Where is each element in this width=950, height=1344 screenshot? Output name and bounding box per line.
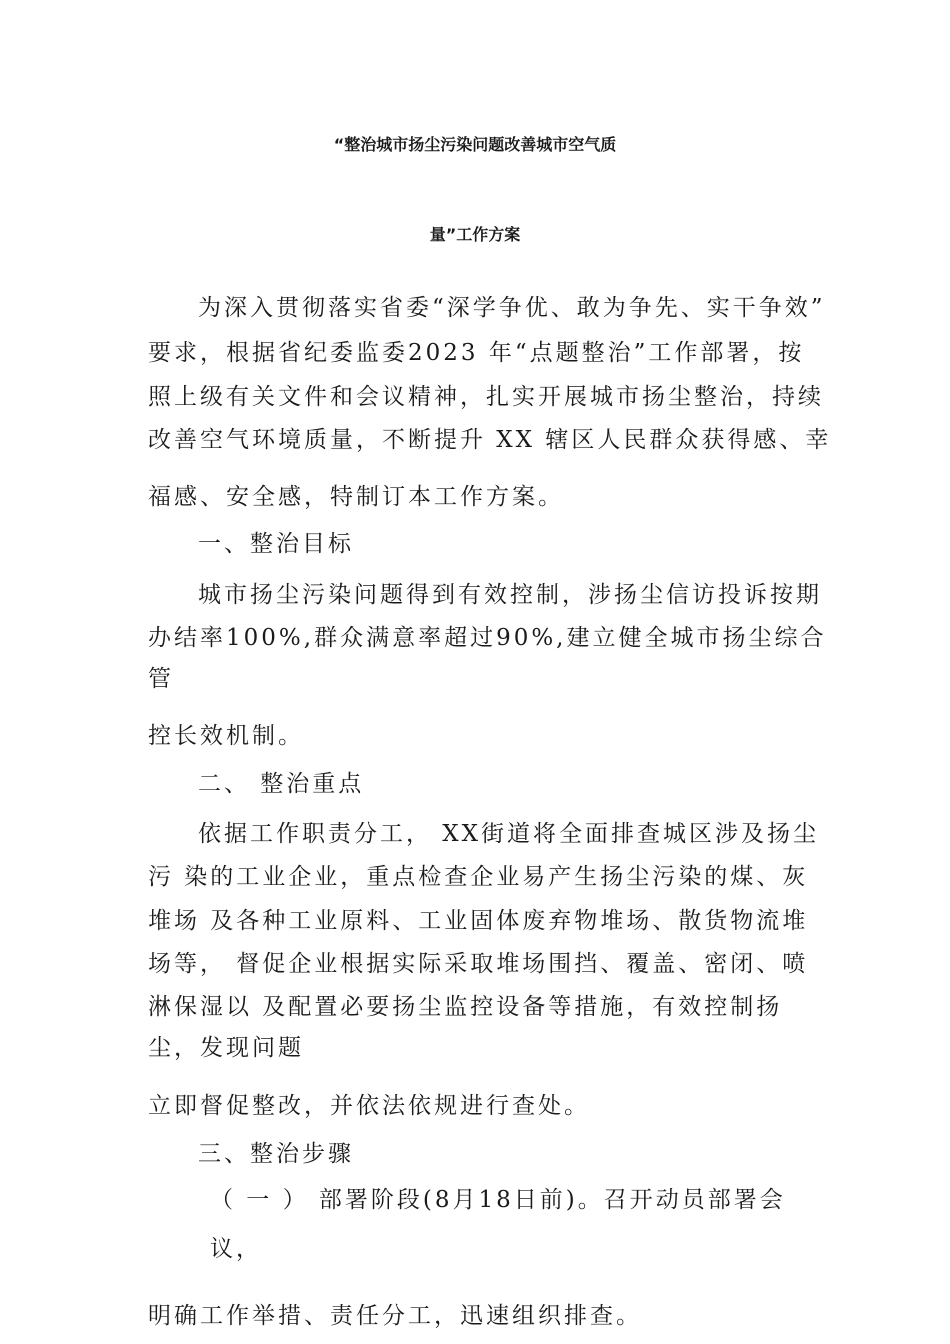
section-3-body-line: 议， [210,1236,262,1262]
section-3-heading: 三、整治步骤 [198,1141,354,1167]
intro-paragraph-line: 为深入贯彻落实省委“深学争优、敢为争先、实干争效” [198,295,826,321]
section-2-heading: 二、 整治重点 [198,771,365,797]
section-2-body-line: 淋保湿以 及配置必要扬尘监控设备等措施，有效控制扬 [148,994,783,1020]
document-title-line-2: 量”工作方案 [429,225,521,244]
section-2-body-line: 场等， 督促企业根据实际采取堆场围挡、覆盖、密闭、喷 [148,951,809,977]
section-2-body-line: 依据工作职责分工， XX街道将全面排查城区涉及扬尘 [198,821,820,847]
section-3-body-line: （ 一 ） 部署阶段(8月18日前)。召开动员部署会 [210,1187,786,1213]
intro-paragraph-line: 改善空气环境质量，不断提升 XX 辖区人民群众获得感、幸 [148,427,832,453]
section-2-body-line: 堆场 及各种工业原料、工业固体废弃物堆场、散货物流堆 [148,908,809,934]
section-2-body-line: 污 染的工业企业，重点检查企业易产生扬尘污染的煤、灰 [148,864,809,890]
document-title-line-1: “整治城市扬尘污染问题改善城市空气质 [333,135,617,154]
section-3-body-line: 明确工作举措、责任分工，迅速组织排查。 [148,1303,642,1329]
section-1-body-line: 办结率100%,群众满意率超过90%,建立健全城市扬尘综合 [148,625,827,651]
section-1-body-line: 管 [148,666,174,692]
section-1-heading: 一、整治目标 [198,531,354,557]
section-2-body-line: 立即督促整改，并依法依规进行查处。 [148,1093,590,1119]
intro-paragraph-line: 要求，根据省纪委监委2023 年“点题整治”工作部署，按 [148,340,805,366]
section-1-body-line: 城市扬尘污染问题得到有效控制，涉扬尘信访投诉按期 [198,582,822,608]
section-2-body-line: 尘，发现问题 [148,1035,304,1061]
intro-paragraph-line: 照上级有关文件和会议精神，扎实开展城市扬尘整治，持续 [148,384,824,410]
section-1-body-line: 控长效机制。 [148,723,304,749]
intro-paragraph-line: 福感、安全感，特制订本工作方案。 [148,484,564,510]
